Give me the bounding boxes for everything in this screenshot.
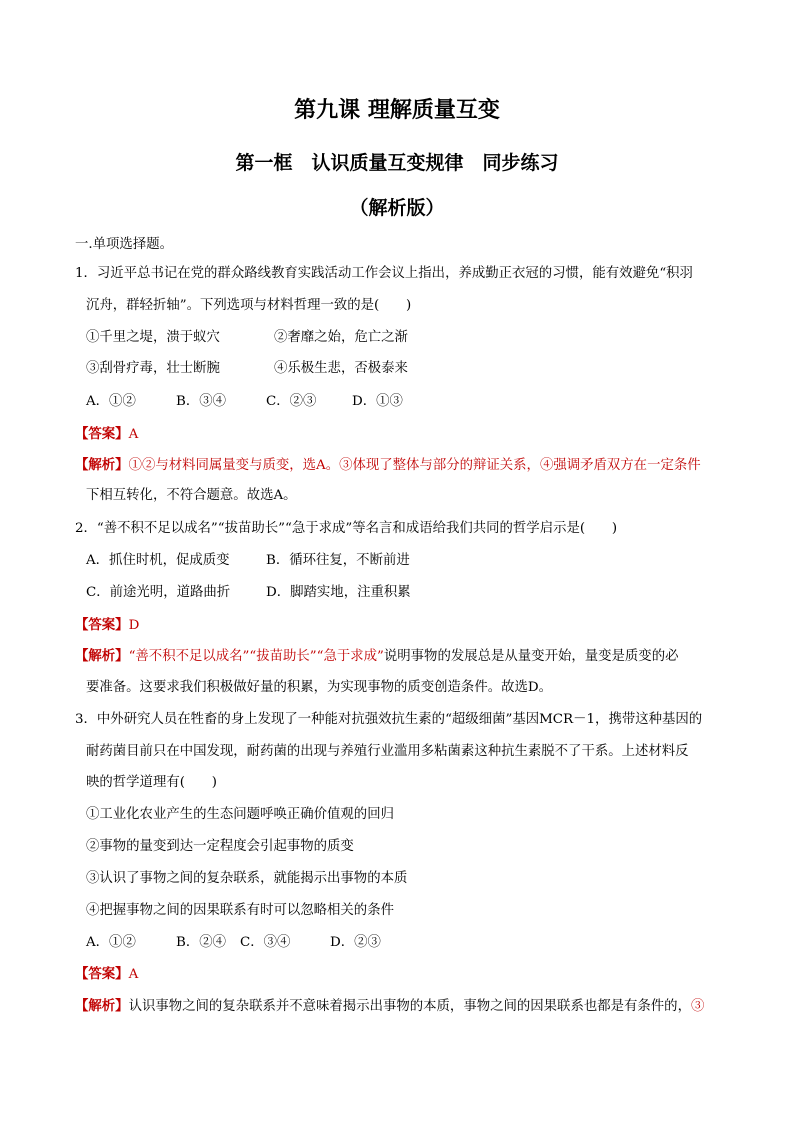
q2-option-a: A．抓住时机，促成质变	[86, 553, 230, 568]
answer-tag: 【答案】	[75, 617, 129, 633]
q3-item-4: ④把握事物之间的因果联系有时可以忽略相关的条件	[86, 903, 394, 918]
q3-choice-c: C．③④	[240, 935, 291, 950]
q1-answer	[75, 424, 138, 445]
q1-analysis-line-2: 下相互转化，不符合题意。故选A。	[86, 488, 297, 503]
q2-analysis-line-2: 要准备。这要求我们积极做好量的积累，为实现事物的质变创造条件。故选D。	[86, 680, 553, 695]
q1-item-1: ①千里之堤，溃于蚁穴	[86, 330, 220, 345]
q1-analysis-line-1	[75, 455, 701, 476]
q3-choices	[86, 933, 381, 953]
edition-label: （解析版）	[349, 197, 445, 219]
q1-item-2: ②奢靡之始，危亡之渐	[274, 330, 408, 345]
q3-stem-line-3: 映的哲学道理有( )	[86, 775, 217, 790]
q3-item-1: ①工业化农业产生的生态问题呼唤正确价值观的回归	[86, 807, 394, 822]
q1-choice-b: B．③④	[176, 394, 227, 409]
q1-items-row-2	[86, 359, 408, 379]
q1-item-3: ③刮骨疗毒，壮士断腕	[86, 361, 220, 376]
answer-tag: 【答案】	[75, 966, 129, 982]
q2-answer-value: D	[128, 618, 140, 633]
q2-options-row-2	[86, 583, 411, 603]
q3-choice-d: D．②③	[330, 935, 381, 950]
q3-choice-a: A．①②	[86, 935, 136, 950]
q3-item-2: ②事物的量变到达一定程度会引起事物的质变	[86, 839, 354, 854]
q3-item-3: ③认识了事物之间的复杂联系，就能揭示出事物的本质	[86, 871, 408, 886]
q2-analysis-quote: “善不积不足以成名”“拔苗助长”“急于求成”	[128, 649, 384, 664]
answer-tag: 【答案】	[75, 426, 129, 442]
q1-choice-a: A．①②	[86, 394, 136, 409]
q2-option-b: B．循环往复，不断前进	[266, 553, 410, 568]
q2-answer	[75, 615, 139, 636]
analysis-tag: 【解析】	[75, 648, 129, 664]
q1-stem-line-1: 1．习近平总书记在党的群众路线教育实践活动工作会议上指出，养成勤正衣冠的习惯，能有效避免“积羽	[75, 266, 693, 281]
q2-option-c: C．前途光明，道路曲折	[86, 585, 231, 600]
q3-stem-line-1: 3．中外研究人员在牲畜的身上发现了一种能对抗强效抗生素的“超级细菌”基因MCR－1，携带这种基因的	[75, 712, 703, 727]
q1-answer-value: A	[128, 427, 139, 442]
q3-answer-value: A	[128, 967, 139, 982]
q1-choice-c: C．②③	[266, 394, 317, 409]
q3-analysis-line-1	[75, 996, 704, 1017]
q1-choices	[86, 392, 403, 412]
q2-options-row-1	[86, 551, 410, 571]
analysis-tag: 【解析】	[75, 998, 129, 1014]
section-subtitle: 第一框 认识质量互变规律 同步练习	[235, 152, 559, 174]
q2-stem: 2．“善不积不足以成名”“拔苗助长”“急于求成”等名言和成语给我们共同的哲学启示是( )	[75, 521, 618, 536]
q1-items-row-1	[86, 328, 408, 348]
q2-option-d: D．脚踏实地，注重积累	[266, 585, 411, 600]
q3-analysis-text-1: 认识事物之间的复杂联系并不意味着揭示出事物的本质，事物之间的因果联系也都是有条件的，	[128, 999, 691, 1014]
q2-analysis-text-1: 说明事物的发展总是从量变开始，量变是质变的必	[383, 649, 679, 664]
analysis-tag: 【解析】	[75, 457, 129, 473]
q1-stem-line-2: 沉舟，群轻折轴”。下列选项与材料哲理一致的是( )	[86, 298, 412, 313]
section-heading: 一.单项选择题。	[75, 237, 173, 252]
q3-answer	[75, 964, 138, 985]
q3-choice-b: B．②④	[176, 935, 227, 950]
q2-analysis-line-1	[75, 646, 678, 667]
q3-stem-line-2: 耐药菌目前只在中国发现，耐药菌的出现与养殖行业滥用多粘菌素这种抗生素脱不了干系。上述材料反	[86, 744, 689, 759]
lesson-title: 第九课 理解质量互变	[294, 98, 500, 123]
q1-choice-d: D．①③	[352, 394, 403, 409]
q1-item-4: ④乐极生悲，否极泰来	[274, 361, 408, 376]
q1-analysis-text-1: ①②与材料同属量变与质变，选A。③体现了整体与部分的辩证关系，④强调矛盾双方在一定条件	[128, 458, 701, 473]
q3-analysis-text-2: ③	[690, 999, 705, 1014]
